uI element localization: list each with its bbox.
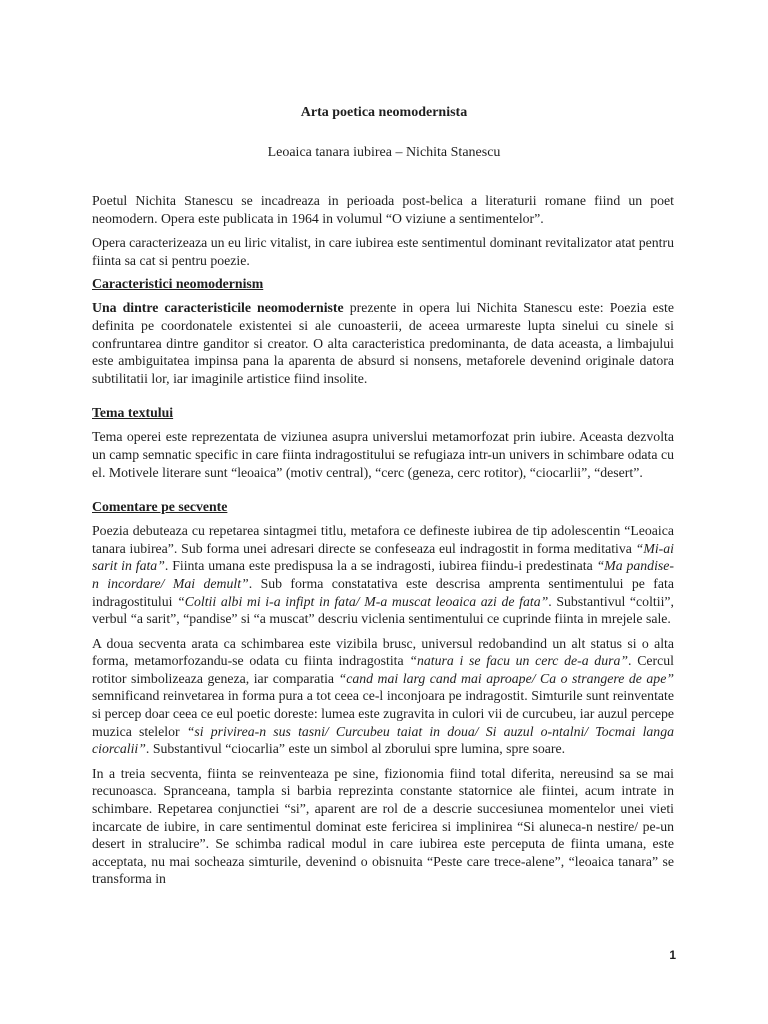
paragraph-sequence-2: A doua secventa arata ca schimbarea este vizibila brusc, universul redobandind un alt status si o alta forma, metamorfozandu-se odata cu fiinta indragostita “natura i se facu un cerc de-a dura”. Cercul rotitor simbolizeaza geneza, iar comparatia “cand mai larg cand mai aproape/ Ca o strangere de ape” semnificand reinvetarea in forma pura a tot ceea ce-l inconjoara pe indragostit. Simturile sunt reinventate si percep doar ceea ce eul poetic doreste: lumea este zugravita in culori vii de curcubeu, iar auzul percepe muzica stelelor “si privirea-n sus tasni/ Curcubeu taiat in doua/ Si auzul o-ntalni/ Tocmai langa ciorcalii”. Substantivul “ciocarlia” este un simbol al zborului spre lumina, spre soare. bbox=[92, 635, 674, 757]
page-number: 1 bbox=[669, 948, 676, 962]
section-heading-neomodernism: Caracteristici neomodernism bbox=[92, 276, 264, 292]
paragraph-sequence-1: Poezia debuteaza cu repetarea sintagmei titlu, metafora ce defineste iubirea de tip adolescentin “Leoaica tanara iubirea”. Sub forma unei adresari directe se confeseaza eul indragostit in forma meditativa “Mi-ai sarit in fata”. Fiinta umana este predispusa la a se indragosti, iubirea fiindu-i predestinata “Ma pandise-n incordare/ Mai demult”. Sub forma constatativa este descrisa amprenta sentimentului pe fata indragostitului “Coltii albi mi i-a infipt in fata/ M-a muscat leoaica azi de fata”. Substantivul “coltii”, verbul “a sarit”, “pandise” si “a muscat” descriu viclenia sentimentului ce cuprinde fiinta in mrejele sale. bbox=[92, 523, 674, 627]
paragraph-neomodernism: Una dintre caracteristicile neomoderniste prezente in opera lui Nichita Stanescu este: Poezia este definita pe coordonatele existentei si ale cunoasterii, de aceea urmareste lupta sinelui cu sinele si confruntarea dintre ganditor si creator. O alta caracteristica predominanta, de data aceasta, a limbajului este ambiguitatea impinsa pana la aparenta de absurd si nonsens, metaforele devenind originale datora subtilitatii lor, iar imaginile artistice fiind insolite. bbox=[92, 300, 674, 386]
document-body bbox=[92, 192, 674, 895]
section-heading-sequences: Comentare pe secvente bbox=[92, 499, 228, 515]
paragraph-intro-1: Poetul Nichita Stanescu se incadreaza in perioada post-belica a literaturii romane fiind un poet neomodern. Opera este publicata in 1964 in volumul “O viziune a sentimentelor”. bbox=[92, 193, 674, 226]
bold-lead-phrase: Una dintre caracteristicile neomoderniste bbox=[92, 300, 344, 316]
document-title: Arta poetica neomodernista bbox=[300, 105, 468, 120]
paragraph-theme: Tema operei este reprezentata de viziunea asupra universlui metamorfozat prin iubire. Aceasta dezvolta un camp semnatic specific in care fiinta indragostitului se refugiaza intr-un univers in schimbare odata cu el. Motivele literare sunt “leoaica” (motiv central), “cerc (geneza, cerc rotitor), “ciocarlii”, “desert”. bbox=[92, 429, 674, 480]
document-subtitle: Leoaica tanara iubirea – Nichita Stanescu bbox=[267, 145, 501, 160]
paragraph-sequence-3: In a treia secventa, fiinta se reinventeaza pe sine, fizionomia fiind total diferita, nereusind sa se mai recunoasca. Spranceana, tampla si barbia reprezinta constante statornice ale fiintei, acum intrate in schimbare. Repetarea conjunctiei “si”, aparent are rol de a descrie succesiunea momentelor unei vieti incarcate de iubire, in care sentimentul dominat este fericirea si implinirea “Si aluneca-n nestire/ pe-un desert in stralucire”. Se schimba radical modul in care iubirea este perceputa de fiinta umana, este acceptata, nu mai socheaza simturile, devenind o obisnuita “Peste care trece-alene”, “leoaica tanara” se transforma in bbox=[92, 765, 674, 887]
section-heading-theme: Tema textului bbox=[92, 405, 174, 421]
paragraph-intro-2: Opera caracterizeaza un eu liric vitalist, in care iubirea este sentimentul dominant revitalizator atat pentru fiinta sa cat si pentru poezie. bbox=[92, 235, 674, 268]
